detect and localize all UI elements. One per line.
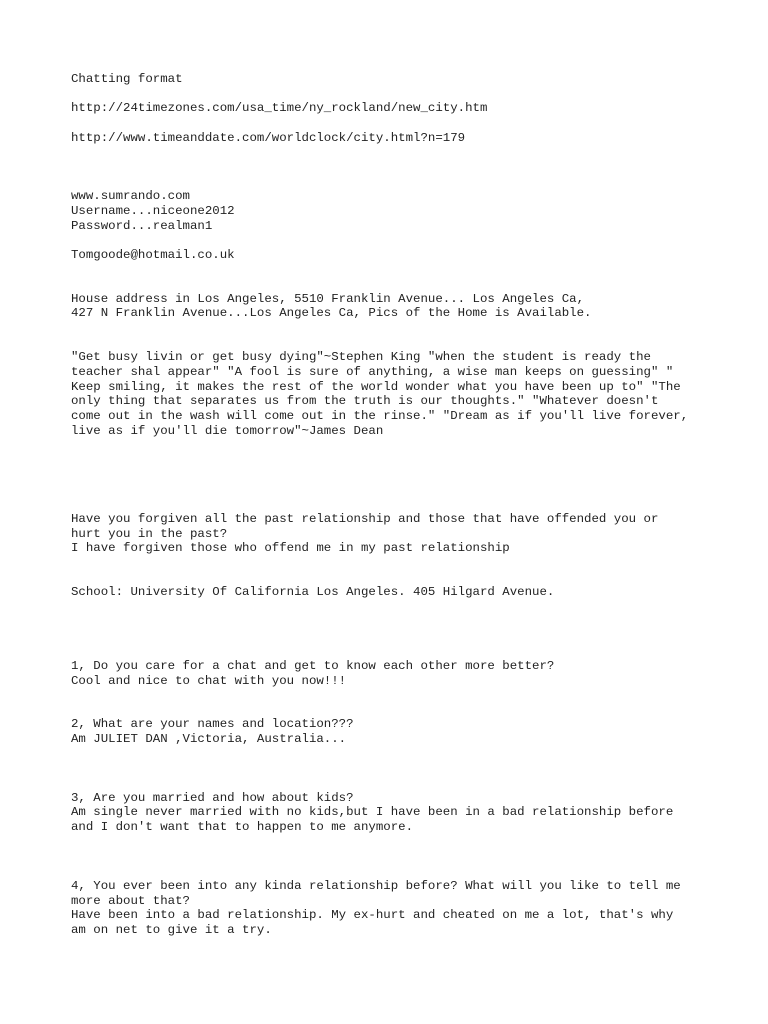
- question-line: hurt you in the past?: [71, 527, 228, 541]
- answer-line: Am single never married with no kids,but I have been in a bad relationship before: [71, 805, 674, 819]
- question-line: 3, Are you married and how about kids?: [71, 791, 354, 805]
- answer-line: and I don't want that to happen to me anymore.: [71, 820, 414, 834]
- url-link[interactable]: www.sumrando.com: [71, 189, 190, 203]
- doc-heading: Chatting format: [71, 72, 183, 86]
- quote-line: teacher shal appear" "A fool is sure of anything, a wise man keeps on guessing" ": [71, 365, 674, 379]
- answer-line: I have forgiven those who offend me in my past relationship: [71, 541, 510, 555]
- question-line: 1, Do you care for a chat and get to know each other more better?: [71, 659, 555, 673]
- quote-line: only thing that separates us from the truth is our thoughts." "Whatever doesn't: [71, 394, 659, 408]
- password-line: Password...realman1: [71, 219, 213, 233]
- answer-line: Cool and nice to chat with you now!!!: [71, 674, 347, 688]
- address-line: 427 N Franklin Avenue...Los Angeles Ca, Pics of the Home is Available.: [71, 306, 592, 320]
- question-line: 4, You ever been into any kinda relationship before? What will you like to tell me: [71, 879, 681, 893]
- answer-line: am on net to give it a try.: [71, 923, 272, 937]
- school-line: School: University Of California Los Angeles. 405 Hilgard Avenue.: [71, 585, 555, 599]
- question-line: more about that?: [71, 894, 190, 908]
- username-line: Username...niceone2012: [71, 204, 235, 218]
- answer-line: Have been into a bad relationship. My ex-hurt and cheated on me a lot, that's why: [71, 908, 674, 922]
- question-line: 2, What are your names and location???: [71, 717, 354, 731]
- quote-line: "Get busy livin or get busy dying"~Stephen King "when the student is ready the: [71, 350, 651, 364]
- quote-line: live as if you'll die tomorrow"~James Dean: [71, 424, 384, 438]
- question-line: Have you forgiven all the past relationship and those that have offended you or: [71, 512, 659, 526]
- url-link[interactable]: http://24timezones.com/usa_time/ny_rockland/new_city.htm: [71, 101, 488, 115]
- quote-line: Keep smiling, it makes the rest of the world wonder what you have been up to" "The: [71, 380, 681, 394]
- address-line: House address in Los Angeles, 5510 Franklin Avenue... Los Angeles Ca,: [71, 292, 585, 306]
- url-link[interactable]: http://www.timeanddate.com/worldclock/city.html?n=179: [71, 131, 466, 145]
- quote-line: come out in the wash will come out in the rinse." "Dream as if you'll live forever,: [71, 409, 689, 423]
- email-line: Tomgoode@hotmail.co.uk: [71, 248, 235, 262]
- answer-line: Am JULIET DAN ,Victoria, Australia...: [71, 732, 347, 746]
